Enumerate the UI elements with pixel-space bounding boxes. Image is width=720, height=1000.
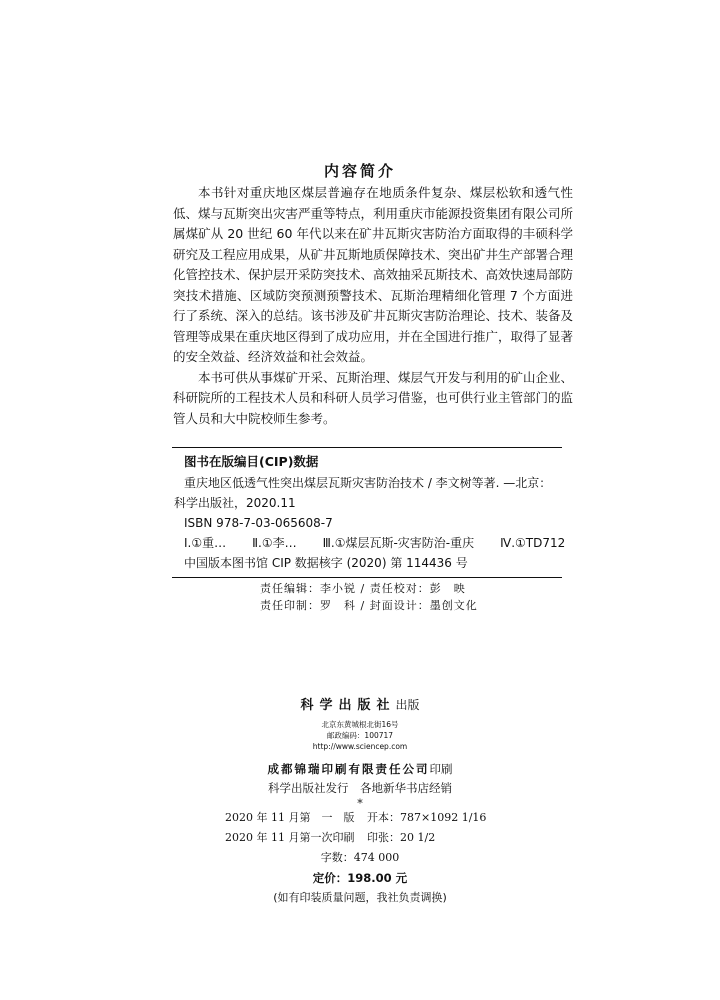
cip-isbn: ISBN 978-7-03-065608-7 (184, 516, 333, 530)
publisher-postcode: 邮政编码：100717 (326, 731, 394, 740)
cip-class-2: Ⅱ.①李… (252, 536, 297, 550)
cip-block (172, 447, 566, 578)
cip-class-4: Ⅳ.①TD712 (500, 536, 566, 550)
printer-suffix: 印刷 (429, 762, 453, 776)
cip-bottom-rule (172, 577, 562, 578)
publisher-name-suffix: 出版 (395, 698, 420, 712)
cip-record: 中国版本图书馆 CIP 数据核字 (2020) 第 114436 号 (184, 556, 468, 570)
words-text: 字数：474 000 (320, 851, 400, 864)
cip-heading: 图书在版编目(CIP)数据 (184, 454, 319, 469)
quality-note: (如有印装质量问题，我社负责调换) (273, 891, 447, 904)
publisher-website: http://www.sciencep.com (312, 742, 408, 751)
editor-line: 责任印制：罗 科 / 封面设计：墨创文化 (260, 599, 478, 612)
printing-text: 2020 年 11 月第一次印刷 (225, 831, 355, 844)
price-text: 定价：198.00 元 (312, 871, 408, 885)
cip-classification (184, 533, 566, 553)
publisher-address: 北京东黄城根北街16号 (321, 720, 399, 729)
edition-text: 2020 年 11 月第 一 版 (225, 811, 355, 824)
sheets-text: 印张：20 1/2 (367, 831, 436, 844)
printer-line (0, 761, 720, 777)
cip-class-1: Ⅰ.①重… (184, 536, 227, 550)
print-info-row (0, 808, 720, 828)
cip-top-rule (172, 447, 562, 448)
summary-body (173, 183, 573, 429)
editor-line: 责任编辑：李小锐 / 责任校对：彭 映 (260, 582, 466, 595)
cip-class-3: Ⅲ.①煤层瓦斯-灾害防治-重庆 (322, 536, 475, 550)
format-text: 开本：787×1092 1/16 (367, 811, 487, 824)
publisher-block (0, 694, 720, 810)
printer-name: 成都锦瑞印刷有限责任公司 (267, 762, 430, 776)
cip-title-line: 重庆地区低透气性突出煤层瓦斯灾害防治技术 / 李文树等著. —北京： (184, 476, 552, 490)
distribution-line: 科学出版社发行 各地新华书店经销 (268, 781, 452, 795)
publisher-name (0, 694, 720, 713)
separator-star: * (357, 797, 363, 810)
summary-paragraph: 本书可供从事煤矿开采、瓦斯治理、煤层气开发与利用的矿山企业、科研院所的工程技术人员和科研人员学习借鉴，也可供行业主管部门的监管人员和大中院校师生参考。 (173, 369, 574, 426)
print-info (0, 808, 720, 908)
editors-credits (260, 580, 560, 614)
publisher-address-block (0, 719, 720, 752)
summary-paragraph: 本书针对重庆地区煤层普遍存在地质条件复杂、煤层松软和透气性低、煤与瓦斯突出灾害严重等特点，利用重庆市能源投资集团有限公司所属煤矿从 20 世纪 60 年代以来在矿井瓦斯灾害防治方面取得的丰硕科学研究及工程应用成果，从矿井瓦斯地质保障技术、突出矿井生产部署合理化管控技术、保护层开采防突技术、高效抽采瓦斯技术、高效快速局部防突技术措施、区域防突预测预警技术、瓦斯治理精细化管理 7 个方面进行了系统、深入的总结。该书涉及矿井瓦斯灾害防治理论、技术、装备及管理等成果在重庆地区得到了成功应用，并在全国进行推广，取得了显著的安全效益、经济效益和社会效益。 (173, 185, 574, 364)
cip-publisher-line: 科学出版社，2020.11 (174, 496, 296, 510)
summary-title: 内容简介 (323, 162, 396, 180)
print-info-row (0, 828, 720, 848)
publisher-name-text: 科学出版社 (300, 698, 396, 713)
